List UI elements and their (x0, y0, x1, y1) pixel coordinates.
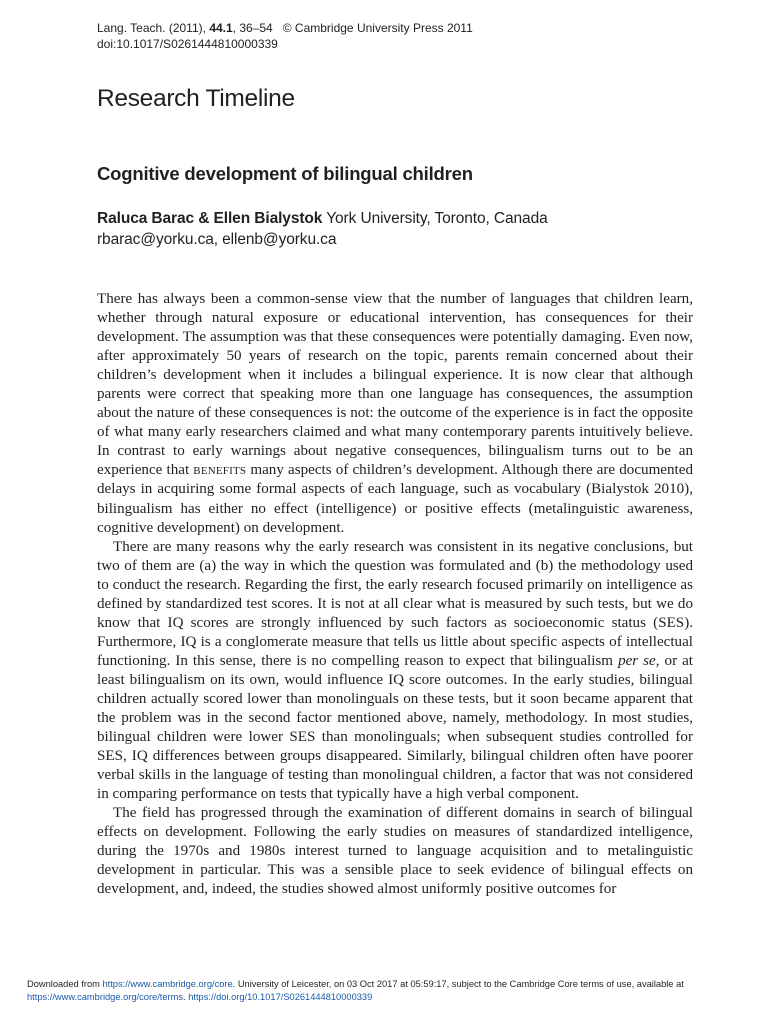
doi-line: doi:10.1017/S0261444810000339 (97, 37, 278, 51)
paragraph-1-text-b: many aspects of children’s development. Although there are documented delays in acquiring some formal aspects of each language, such as vocabulary (Bialystok 2010), bilingualism has either no effect (intelligence) or positive effects (metalinguistic awareness, cognitive development) on development. (97, 462, 693, 536)
journal-volume: 44.1 (209, 21, 233, 35)
terms-link[interactable]: https://www.cambridge.org/core/terms (27, 992, 184, 1002)
author-emails: rbarac@yorku.ca, ellenb@yorku.ca (97, 231, 337, 248)
section-title: Research Timeline (97, 85, 295, 112)
footer-prefix: Downloaded from (27, 979, 103, 989)
citation-line (97, 20, 697, 36)
small-caps-emphasis: benefits (193, 462, 247, 479)
author-line (97, 208, 548, 229)
paragraph-2-text-a: There are many reasons why the early research was consistent in its negative conclusions, but two of them are (a) the way in which the question was formulated and (b) the methodology used to conduct the research. Regarding the first, the early research focused primarily on intelligence as defined by standardized test scores. It is not at all clear what is measured by such tests, but we do know that IQ scores are strongly influenced by such factors as socioeconomic status (SES). Furthermore, IQ is a conglomerate measure that tells us little about specific aspects of intellectual functioning. In this sense, there is no compelling reason to expect that bilingualism (97, 538, 693, 669)
article-title: Cognitive development of bilingual children (97, 163, 473, 184)
author-affiliation: York University, Toronto, Canada (322, 210, 548, 227)
running-header (97, 20, 697, 52)
paragraph-1 (97, 290, 693, 538)
cambridge-core-link[interactable]: https://www.cambridge.org/core (102, 979, 233, 989)
footer-separator: . (183, 992, 189, 1002)
italic-emphasis: per se (618, 652, 656, 669)
journal-name: Lang. Teach. (2011), (97, 21, 206, 35)
paragraph-3: The field has progressed through the examination of different domains in search of bilingual effects on development. Following the early studies on measures of standardized intelligence, during the 1970s and 1980s interest turned to language acquisition and to metalinguistic development in particular. This was a sensible place to seek evidence of bilingual effects on development, and, indeed, the studies showed almost uniformly positive outcomes for (97, 805, 693, 898)
journal-pages: , 36–54 (232, 21, 273, 35)
paragraph-2 (97, 538, 693, 805)
author-block (97, 208, 548, 250)
paragraph-1-text-a: There has always been a common-sense view that the number of languages that children learn, whether through natural exposure or educational intervention, has consequences for their development. The assumption was that these consequences were potentially damaging. Even now, after approximately 50 years of research on the topic, parents remain concerned about their children’s development when it includes a bilingual experience. It is now clear that although parents were correct that speaking more than one language has consequences, the assumption about the nature of these consequences is not: the outcome of the experience is in fact the opposite of what many early researchers claimed and what many contemporary parents intuitively believe. In contrast to early warnings about negative consequences, bilingualism turns out to be an experience that (97, 291, 693, 479)
article-body (97, 290, 693, 900)
paragraph-2-text-b: , or at least bilingualism on its own, would influence IQ score outcomes. In the early studies, bilingual children actually scored lower than monolinguals on these tests, but it soon became apparent that the problem was in the second factor mentioned above, namely, methodology. In most studies, bilingual children were lower SES than monolinguals; when subsequent studies controlled for SES, IQ differences between groups disappeared. Similarly, bilingual children often have poorer verbal skills in the language of testing than monolingual children, a factor that was not considered in comparing performance on tests that typically have a high verbal component. (97, 652, 694, 803)
footer-terms-text: . University of Leicester, on 03 Oct 2017 at 05:59:17, subject to the Cambridge Core terms of use, available at (232, 979, 684, 989)
author-names: Raluca Barac & Ellen Bialystok (97, 210, 323, 227)
download-footer (27, 978, 747, 1004)
doi-link[interactable]: https://doi.org/10.1017/S0261444810000339 (188, 992, 373, 1002)
copyright-notice: © Cambridge University Press 2011 (282, 21, 473, 35)
